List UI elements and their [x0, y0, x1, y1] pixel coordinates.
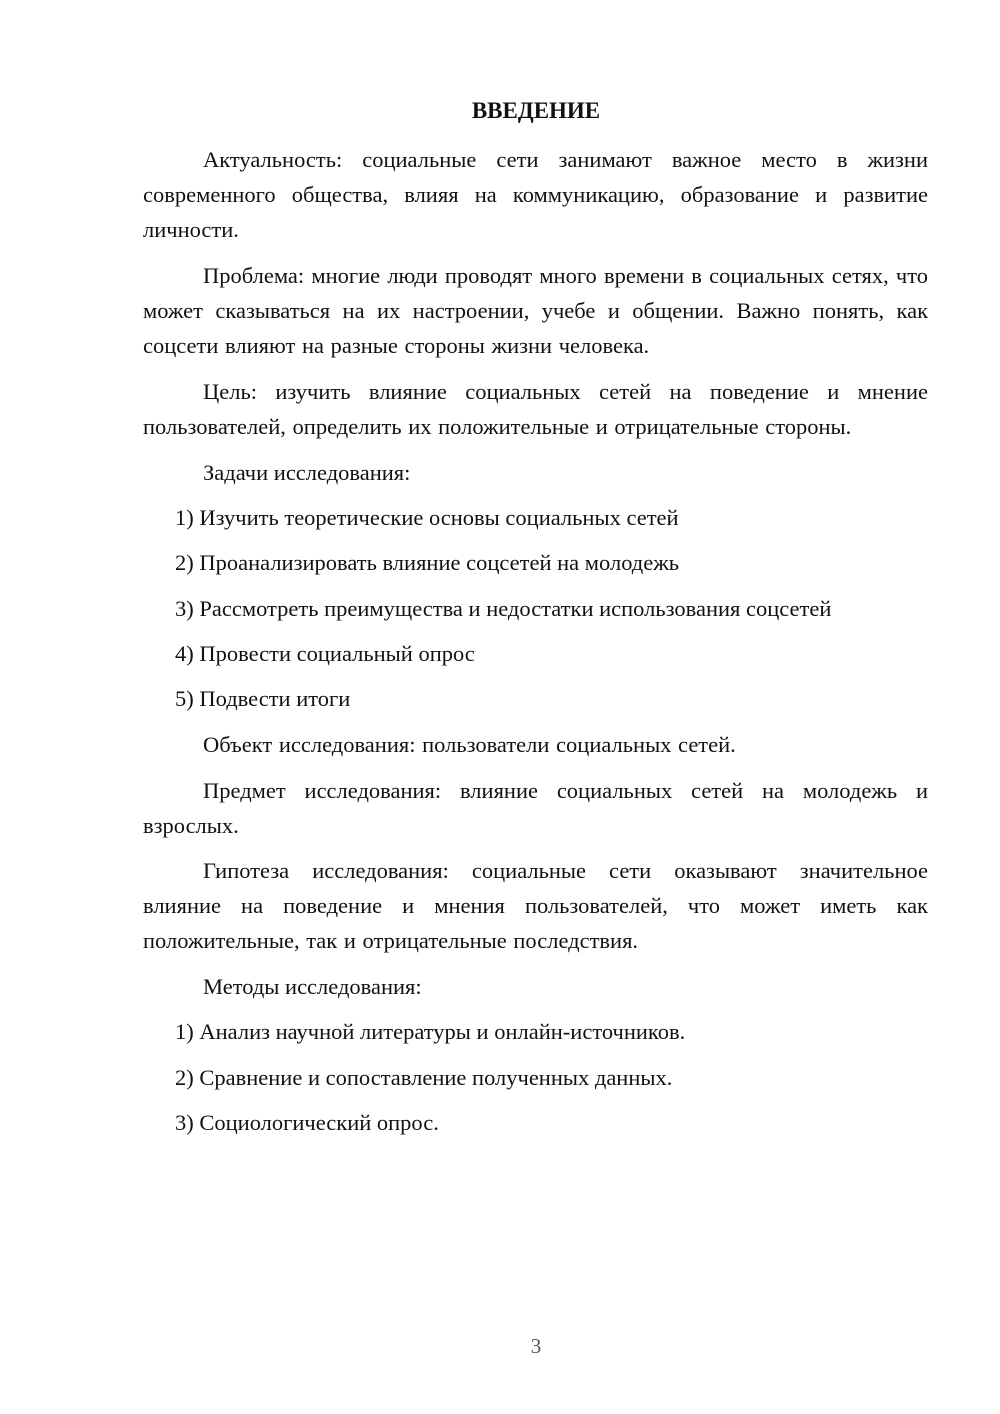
method-item: 3) Социологический опрос. — [175, 1110, 439, 1135]
task-item: 5) Подвести итоги — [175, 686, 351, 711]
task-item: 4) Провести социальный опрос — [175, 641, 475, 666]
task-item: 1) Изучить теоретические основы социальных сетей — [175, 505, 679, 530]
hypothesis-paragraph: Гипотеза исследования: социальные сети оказывают значительное влияние на поведение и мнения пользователей, что может иметь как положительные, так и отрицательные последствия. — [143, 858, 928, 953]
page-number: 3 — [530, 1334, 542, 1358]
goal-paragraph: Цель: изучить влияние социальных сетей на поведение и мнение пользователей, определить их положительные и отрицательные стороны. — [143, 379, 928, 439]
relevance-paragraph: Актуальность: социальные сети занимают важное место в жизни современного общества, влияя на коммуникацию, образование и развитие личности. — [143, 147, 928, 242]
task-item: 2) Проанализировать влияние соцсетей на молодежь — [175, 550, 680, 575]
methods-heading: Методы исследования: — [203, 974, 422, 999]
problem-paragraph: Проблема: многие люди проводят много времени в социальных сетях, что может сказываться на их настроении, учебе и общении. Важно понять, как соцсети влияют на разные стороны жизни человека. — [143, 263, 928, 358]
object-paragraph: Объект исследования: пользователи социальных сетей. — [203, 732, 736, 757]
tasks-heading: Задачи исследования: — [203, 460, 411, 485]
subject-paragraph: Предмет исследования: влияние социальных сетей на молодежь и взрослых. — [143, 778, 928, 838]
section-title: ВВЕДЕНИЕ — [471, 98, 601, 123]
method-item: 1) Анализ научной литературы и онлайн-источников. — [175, 1019, 686, 1044]
method-item: 2) Сравнение и сопоставление полученных данных. — [175, 1065, 673, 1090]
task-item: 3) Рассмотреть преимущества и недостатки использования соцсетей — [175, 596, 832, 621]
